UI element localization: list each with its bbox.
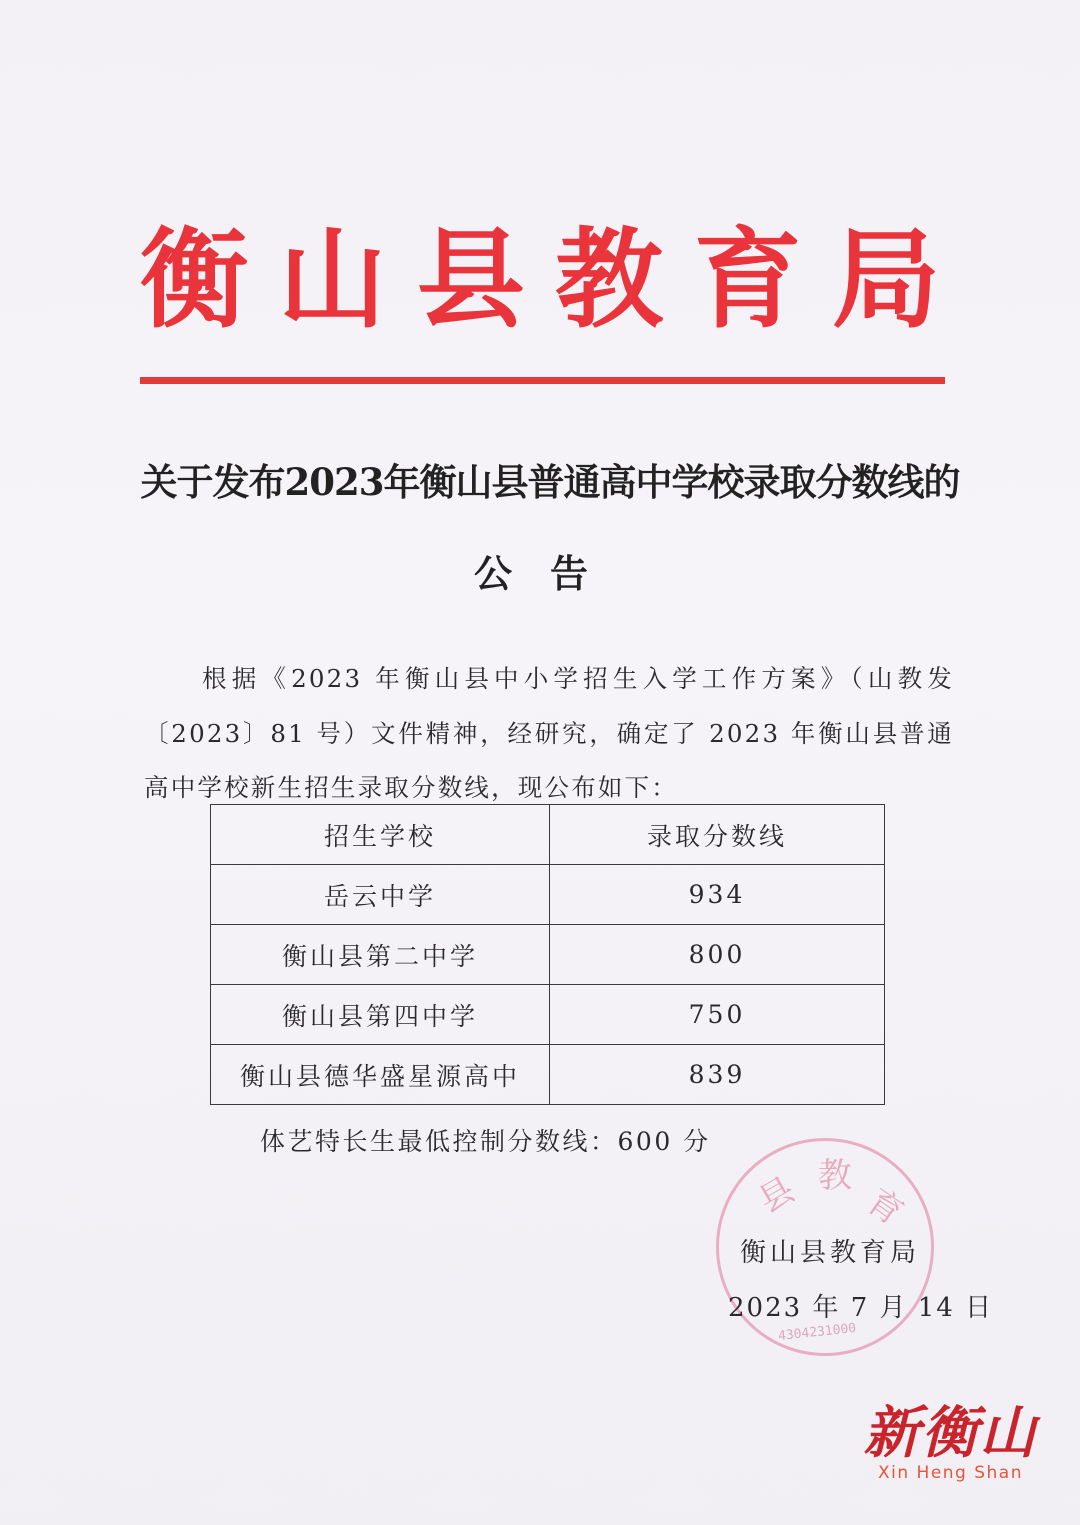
seal-code: 4304231000 [777, 1320, 857, 1345]
table-row [211, 1045, 885, 1105]
school-name-cell: 衡山县第四中学 [211, 985, 550, 1045]
signing-date: 2023 年 7 月 14 日 [728, 1293, 994, 1323]
score-cell: 800 [550, 925, 885, 985]
watermark-chinese: 新衡山 [863, 1400, 1038, 1466]
seal-char: 育 [859, 1181, 911, 1234]
letterhead-char: 山 [278, 217, 387, 343]
seal-char: 教 [818, 1156, 852, 1196]
table-header-row [211, 805, 885, 865]
score-cell: 934 [550, 865, 885, 925]
watermark-english: Xin Heng Shan [877, 1463, 1024, 1483]
letterhead-title [140, 210, 940, 350]
school-name-cell: 衡山县第二中学 [211, 925, 550, 985]
signing-organization: 衡山县教育局 [740, 1238, 921, 1268]
school-name-cell: 岳云中学 [211, 865, 550, 925]
letterhead-char: 县 [416, 217, 525, 343]
table-row [211, 925, 885, 985]
seal-char: 县 [752, 1169, 802, 1222]
notice-subtitle: 公告 [473, 551, 626, 596]
table-row [211, 985, 885, 1045]
admission-score-table [210, 804, 885, 1105]
letterhead-red-rule [140, 377, 945, 384]
score-cell: 839 [550, 1045, 885, 1105]
watermark-logo [848, 1400, 1053, 1483]
table-row [211, 865, 885, 925]
letterhead-char: 局 [831, 217, 940, 343]
score-cell: 750 [550, 985, 885, 1045]
table-header-score: 录取分数线 [550, 805, 885, 865]
table-header-school: 招生学校 [211, 805, 550, 865]
letterhead-char: 教 [555, 217, 664, 343]
letterhead-char: 育 [693, 217, 802, 343]
notice-body-paragraph: 根据《2023 年衡山县中小学招生入学工作方案》（山教发〔2023〕81 号）文件精神，经研究，确定了 2023 年衡山县普通高中学校新生招生录取分数线，现公布如下： [144, 664, 954, 802]
letterhead-char: 衡 [140, 217, 249, 343]
min-score-line: 体艺特长生最低控制分数线：600 分 [260, 1127, 711, 1156]
school-name-cell: 衡山县德华盛星源高中 [211, 1045, 550, 1105]
notice-title: 关于发布2023年衡山县普通高中学校录取分数线的 [140, 460, 960, 504]
